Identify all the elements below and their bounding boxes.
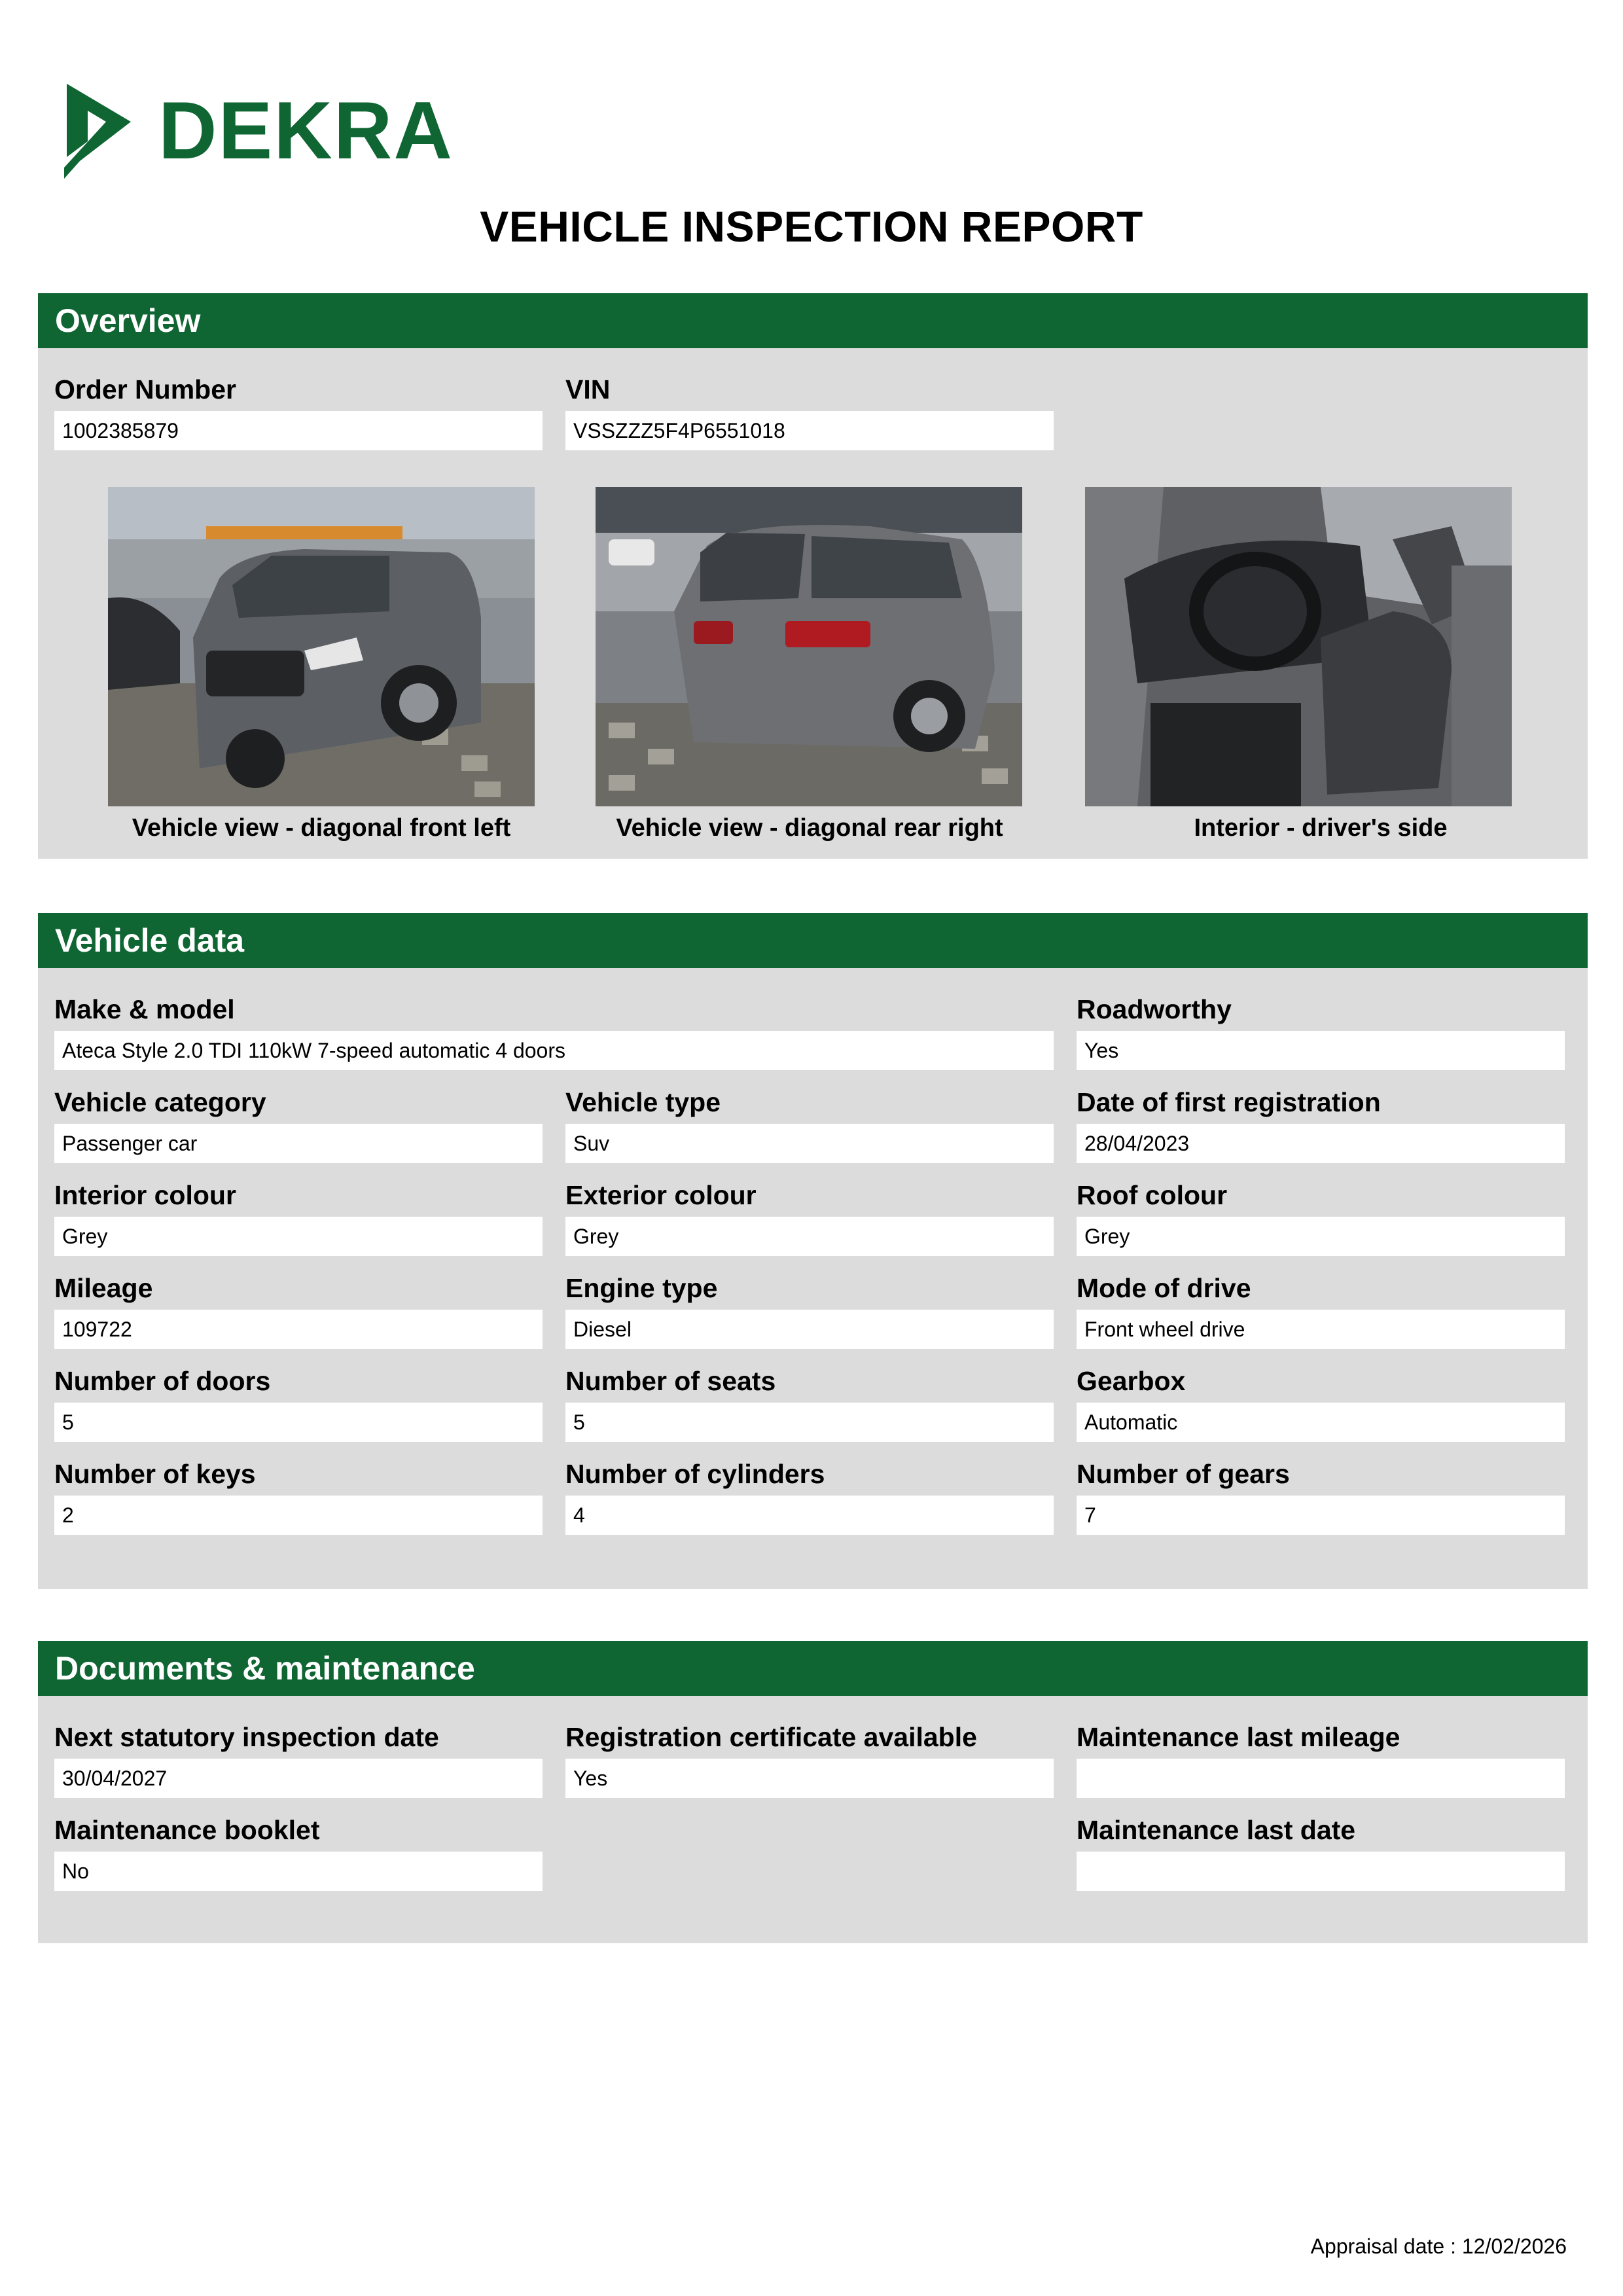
roof-colour-value: Grey [1077, 1217, 1565, 1256]
roadworthy-value: Yes [1077, 1031, 1565, 1070]
photo-interior[interactable] [1085, 487, 1512, 806]
maintenance-booklet-value: No [54, 1852, 543, 1891]
order-number-field [54, 373, 543, 450]
seats-label: Number of seats [565, 1366, 776, 1396]
mileage-label: Mileage [54, 1273, 153, 1303]
maintenance-last-mileage-label: Maintenance last mileage [1077, 1722, 1400, 1752]
keys-label: Number of keys [54, 1459, 256, 1489]
order-number-label: Order Number [54, 374, 236, 404]
order-number-value: 1002385879 [54, 411, 543, 450]
roof-colour-field [1077, 1179, 1565, 1256]
first-registration-label: Date of first registration [1077, 1087, 1381, 1117]
maintenance-last-date-field [1077, 1814, 1565, 1891]
vin-value: VSSZZZ5F4P6551018 [565, 411, 1054, 450]
dekra-logo-icon [59, 84, 137, 179]
car-interior-image [1085, 487, 1512, 806]
car-rear-right-image [596, 487, 1022, 806]
seats-field [565, 1365, 1054, 1442]
roof-colour-label: Roof colour [1077, 1180, 1228, 1210]
vehicle-category-label: Vehicle category [54, 1087, 266, 1117]
make-model-label: Make & model [54, 994, 235, 1024]
overview-section [38, 293, 1588, 859]
mileage-value: 109722 [54, 1310, 543, 1349]
vehicle-data-section [38, 913, 1588, 1589]
maintenance-last-date-label: Maintenance last date [1077, 1815, 1356, 1845]
doors-label: Number of doors [54, 1366, 271, 1396]
engine-type-value: Diesel [565, 1310, 1054, 1349]
dekra-logo [59, 84, 454, 179]
maintenance-last-date-value [1077, 1852, 1565, 1891]
mileage-field [54, 1272, 543, 1349]
keys-field [54, 1458, 543, 1535]
photo-interior-caption: Interior - driver's side [1194, 814, 1448, 842]
vehicle-type-field [565, 1086, 1054, 1163]
documents-heading: Documents & maintenance [38, 1641, 1588, 1696]
car-front-left-image [108, 487, 535, 806]
roadworthy-label: Roadworthy [1077, 994, 1232, 1024]
gears-label: Number of gears [1077, 1459, 1290, 1489]
photo-rear-right[interactable] [596, 487, 1022, 806]
interior-colour-value: Grey [54, 1217, 543, 1256]
next-inspection-value: 30/04/2027 [54, 1759, 543, 1798]
gearbox-field [1077, 1365, 1565, 1442]
engine-type-field [565, 1272, 1054, 1349]
exterior-colour-label: Exterior colour [565, 1180, 757, 1210]
mode-of-drive-value: Front wheel drive [1077, 1310, 1565, 1349]
photo-front-left-caption: Vehicle view - diagonal front left [132, 814, 511, 842]
maintenance-booklet-label: Maintenance booklet [54, 1815, 320, 1845]
make-model-field [54, 993, 1054, 1070]
doors-value: 5 [54, 1403, 543, 1442]
maintenance-booklet-field [54, 1814, 543, 1891]
interior-colour-label: Interior colour [54, 1180, 236, 1210]
vehicle-type-label: Vehicle type [565, 1087, 721, 1117]
gearbox-label: Gearbox [1077, 1366, 1186, 1396]
overview-heading: Overview [38, 293, 1588, 348]
documents-section [38, 1641, 1588, 1943]
exterior-colour-field [565, 1179, 1054, 1256]
seats-value: 5 [565, 1403, 1054, 1442]
mode-of-drive-label: Mode of drive [1077, 1273, 1251, 1303]
vin-label: VIN [565, 374, 611, 404]
next-inspection-field [54, 1721, 543, 1798]
vin-field [565, 373, 1054, 450]
gears-field [1077, 1458, 1565, 1535]
cylinders-label: Number of cylinders [565, 1459, 825, 1489]
first-registration-value: 28/04/2023 [1077, 1124, 1565, 1163]
mode-of-drive-field [1077, 1272, 1565, 1349]
vehicle-category-value: Passenger car [54, 1124, 543, 1163]
roadworthy-field [1077, 993, 1565, 1070]
make-model-value: Ateca Style 2.0 TDI 110kW 7-speed automatic 4 doors [54, 1031, 1054, 1070]
vehicle-data-heading: Vehicle data [38, 913, 1588, 968]
gears-value: 7 [1077, 1496, 1565, 1535]
photo-front-left[interactable] [108, 487, 535, 806]
registration-certificate-field [565, 1721, 1054, 1798]
registration-certificate-value: Yes [565, 1759, 1054, 1798]
vehicle-type-value: Suv [565, 1124, 1054, 1163]
maintenance-last-mileage-value [1077, 1759, 1565, 1798]
appraisal-date: Appraisal date : 12/02/2026 [1310, 2234, 1567, 2258]
interior-colour-field [54, 1179, 543, 1256]
engine-type-label: Engine type [565, 1273, 718, 1303]
photo-rear-right-caption: Vehicle view - diagonal rear right [616, 814, 1003, 842]
first-registration-field [1077, 1086, 1565, 1163]
doors-field [54, 1365, 543, 1442]
vehicle-category-field [54, 1086, 543, 1163]
report-title: VEHICLE INSPECTION REPORT [480, 202, 1143, 251]
maintenance-last-mileage-field [1077, 1721, 1565, 1798]
dekra-wordmark: DEKRA [158, 86, 454, 176]
cylinders-value: 4 [565, 1496, 1054, 1535]
exterior-colour-value: Grey [565, 1217, 1054, 1256]
next-inspection-label: Next statutory inspection date [54, 1722, 439, 1752]
keys-value: 2 [54, 1496, 543, 1535]
registration-certificate-label: Registration certificate available [565, 1722, 977, 1752]
gearbox-value: Automatic [1077, 1403, 1565, 1442]
cylinders-field [565, 1458, 1054, 1535]
